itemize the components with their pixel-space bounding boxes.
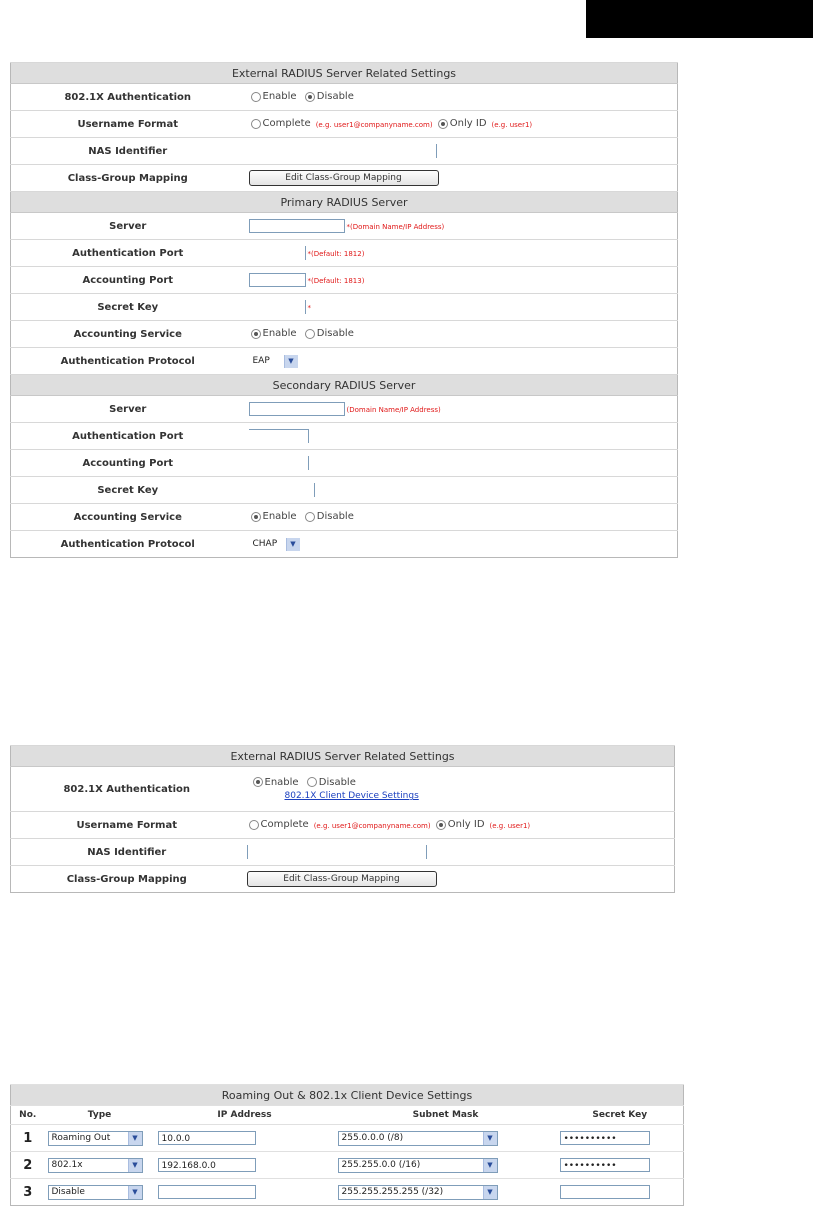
- primary-auth-protocol-value: EAP: [252, 356, 270, 366]
- subnet-mask-select[interactable]: [338, 1158, 498, 1173]
- subnet-mask-value: 255.0.0.0 (/8): [341, 1133, 404, 1143]
- nas-identifier-label: NAS Identifier: [11, 138, 245, 165]
- secondary-server-input[interactable]: [249, 402, 345, 416]
- auth-8021x-enable-text-2: Enable: [264, 776, 299, 788]
- primary-secret-key-input[interactable]: [249, 300, 306, 314]
- type-select[interactable]: [48, 1131, 143, 1146]
- column-header-ip: IP Address: [155, 1106, 335, 1125]
- ip-address-input[interactable]: 192.168.0.0: [158, 1158, 256, 1172]
- nas-identifier-label-2: NAS Identifier: [11, 839, 243, 866]
- secondary-acct-disable-radio[interactable]: [305, 512, 315, 522]
- username-only-id-text: Only ID: [449, 118, 487, 130]
- subnet-mask-select[interactable]: [338, 1131, 498, 1146]
- secret-key-input[interactable]: [560, 1185, 650, 1199]
- primary-acct-enable-radio[interactable]: [251, 329, 261, 339]
- secondary-auth-protocol-value: CHAP: [252, 539, 278, 549]
- username-complete-radio[interactable]: [251, 119, 261, 129]
- corner-black-box: [586, 0, 813, 38]
- chevron-down-icon: ▼: [128, 1132, 142, 1145]
- column-header-no: No.: [11, 1106, 45, 1125]
- class-group-label: Class-Group Mapping: [11, 165, 245, 192]
- auth-8021x-label: 802.1X Authentication: [11, 84, 245, 111]
- nas-identifier-input-2[interactable]: [247, 845, 427, 859]
- type-value: 802.1x: [51, 1160, 83, 1170]
- chevron-down-icon: ▼: [284, 355, 298, 368]
- secondary-auth-port-label: Authentication Port: [11, 423, 245, 450]
- secondary-acct-enable-text: Enable: [262, 511, 297, 523]
- auth-8021x-disable-text: Disable: [316, 91, 354, 103]
- secondary-acct-port-label: Accounting Port: [11, 450, 245, 477]
- primary-acct-disable-text: Disable: [316, 328, 354, 340]
- secondary-acct-port-input[interactable]: [249, 456, 309, 470]
- primary-auth-port-note: *(Default: 1812): [307, 250, 365, 258]
- primary-acct-service-label: Accounting Service: [11, 321, 245, 348]
- primary-auth-port-label: Authentication Port: [11, 240, 245, 267]
- auth-8021x-disable-text-2: Disable: [318, 776, 356, 788]
- type-select[interactable]: [48, 1185, 143, 1200]
- primary-acct-disable-radio[interactable]: [305, 329, 315, 339]
- table-row: [11, 1179, 684, 1206]
- radius-settings-table: [10, 62, 678, 558]
- row-number: 2: [11, 1152, 45, 1179]
- type-value: Disable: [51, 1187, 85, 1197]
- edit-class-group-button[interactable]: Edit Class-Group Mapping: [249, 170, 439, 186]
- primary-server-input[interactable]: [249, 219, 345, 233]
- secret-key-input[interactable]: ••••••••••: [560, 1158, 650, 1172]
- roaming-client-table: [10, 1084, 684, 1206]
- username-complete-radio-2[interactable]: [249, 820, 259, 830]
- edit-class-group-button-2[interactable]: Edit Class-Group Mapping: [247, 871, 437, 887]
- section-header-roaming: Roaming Out & 802.1x Client Device Settings: [11, 1085, 684, 1106]
- primary-acct-port-note: *(Default: 1813): [307, 277, 365, 285]
- username-only-id-radio[interactable]: [438, 119, 448, 129]
- section-header-external-2: External RADIUS Server Related Settings: [11, 746, 675, 767]
- secret-key-input[interactable]: ••••••••••: [560, 1131, 650, 1145]
- row-number: 3: [11, 1179, 45, 1206]
- subnet-mask-value: 255.255.0.0 (/16): [341, 1160, 421, 1170]
- nas-identifier-input[interactable]: [249, 144, 437, 158]
- chevron-down-icon: ▼: [483, 1159, 497, 1172]
- section-header-external: External RADIUS Server Related Settings: [11, 63, 678, 84]
- auth-8021x-disable-radio[interactable]: [305, 92, 315, 102]
- primary-secret-key-label: Secret Key: [11, 294, 245, 321]
- only-id-example-note-2: (e.g. user1): [489, 821, 531, 830]
- column-header-type: Type: [45, 1106, 155, 1125]
- subnet-mask-value: 255.255.255.255 (/32): [341, 1187, 444, 1197]
- auth-8021x-enable-radio[interactable]: [251, 92, 261, 102]
- class-group-label-2: Class-Group Mapping: [11, 866, 243, 893]
- section-header-primary: Primary RADIUS Server: [11, 192, 678, 213]
- username-complete-text: Complete: [262, 118, 311, 130]
- type-value: Roaming Out: [51, 1133, 111, 1143]
- column-header-secret: Secret Key: [557, 1106, 684, 1125]
- auth-8021x-label-2: 802.1X Authentication: [11, 767, 243, 812]
- secondary-server-note: (Domain Name/IP Address): [346, 406, 441, 414]
- username-format-label: Username Format: [11, 111, 245, 138]
- radius-settings-8021x-table: [10, 745, 675, 893]
- secondary-secret-key-input[interactable]: [249, 483, 315, 497]
- primary-auth-protocol-label: Authentication Protocol: [11, 348, 245, 375]
- secondary-acct-disable-text: Disable: [316, 511, 354, 523]
- auth-8021x-enable-text: Enable: [262, 91, 297, 103]
- client-device-settings-link[interactable]: 802.1X Client Device Settings: [284, 791, 419, 802]
- section-header-secondary: Secondary RADIUS Server: [11, 375, 678, 396]
- secondary-server-label: Server: [11, 396, 245, 423]
- primary-secret-key-note: *: [307, 304, 311, 312]
- primary-acct-port-label: Accounting Port: [11, 267, 245, 294]
- type-select[interactable]: [48, 1158, 143, 1173]
- ip-address-input[interactable]: [158, 1185, 256, 1199]
- chevron-down-icon: ▼: [483, 1186, 497, 1199]
- only-id-example-note: (e.g. user1): [491, 120, 533, 129]
- username-complete-text-2: Complete: [260, 819, 309, 831]
- username-format-label-2: Username Format: [11, 812, 243, 839]
- row-number: 1: [11, 1125, 45, 1152]
- primary-auth-port-input[interactable]: [249, 246, 306, 260]
- chevron-down-icon: ▼: [286, 538, 300, 551]
- username-only-id-text-2: Only ID: [447, 819, 485, 831]
- secondary-auth-protocol-select[interactable]: [249, 537, 301, 552]
- secondary-secret-key-label: Secret Key: [11, 477, 245, 504]
- chevron-down-icon: ▼: [128, 1159, 142, 1172]
- primary-server-note: *(Domain Name/IP Address): [346, 223, 445, 231]
- primary-acct-port-input[interactable]: [249, 273, 306, 287]
- secondary-acct-service-label: Accounting Service: [11, 504, 245, 531]
- auth-8021x-disable-radio-2[interactable]: [307, 777, 317, 787]
- chevron-down-icon: ▼: [483, 1132, 497, 1145]
- chevron-down-icon: ▼: [128, 1186, 142, 1199]
- secondary-acct-enable-radio[interactable]: [251, 512, 261, 522]
- primary-acct-enable-text: Enable: [262, 328, 297, 340]
- secondary-auth-protocol-label: Authentication Protocol: [11, 531, 245, 558]
- table-row: [11, 1152, 684, 1179]
- ip-address-input[interactable]: 10.0.0: [158, 1131, 256, 1145]
- column-header-mask: Subnet Mask: [335, 1106, 557, 1125]
- complete-example-note-2: (e.g. user1@companyname.com): [313, 821, 431, 830]
- primary-auth-protocol-select[interactable]: [249, 354, 299, 369]
- username-only-id-radio-2[interactable]: [436, 820, 446, 830]
- primary-server-label: Server: [11, 213, 245, 240]
- complete-example-note: (e.g. user1@companyname.com): [315, 120, 433, 129]
- table-row: [11, 1125, 684, 1152]
- secondary-auth-port-input[interactable]: [249, 429, 309, 443]
- subnet-mask-select[interactable]: [338, 1185, 498, 1200]
- auth-8021x-enable-radio-2[interactable]: [253, 777, 263, 787]
